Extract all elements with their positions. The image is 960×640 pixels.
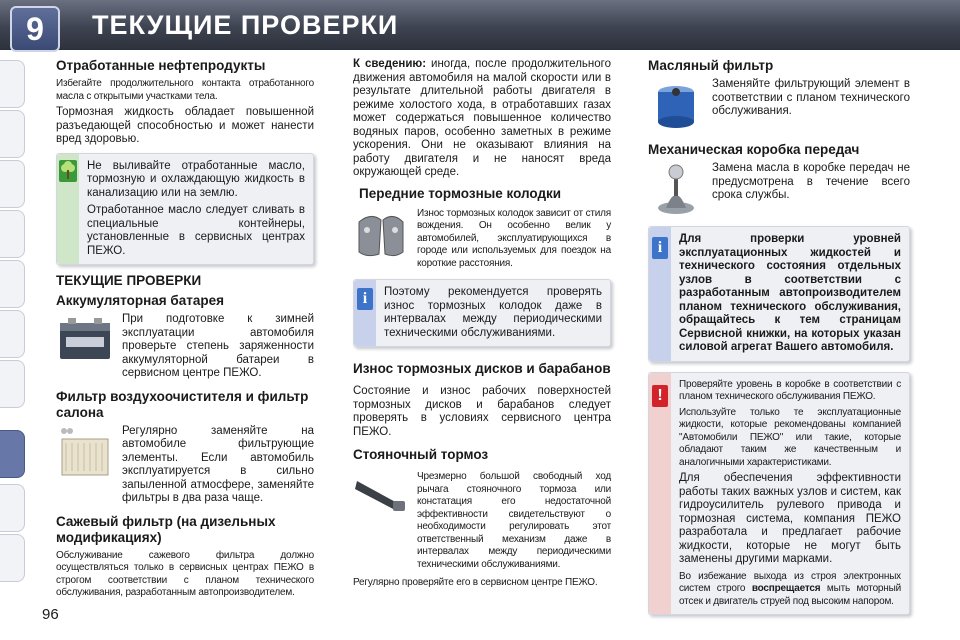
note-paragraph [353, 58, 611, 180]
eco-note-box [56, 153, 314, 266]
heading-brake-discs: Износ тормозных дисков и барабанов [353, 361, 611, 376]
info-icon: i [652, 237, 668, 259]
heading-particle-filter: Сажевый фильтр (на дизельных модификациях) [56, 513, 276, 545]
air-filter-text: Регулярно заменяйте на автомобиле фильтрующие элементы. Если автомобиль эксплуатируется в сильно запыленной атмосфере, заменяйте фильтры в два раза чаще. [122, 424, 314, 504]
info-icon: i [357, 288, 373, 310]
air-filter-icon [56, 425, 114, 485]
warning-text-3: Для обеспечения эффективности работы таких важных узлов и систем, как гидроусилитель рулевого привода и тормозная система, компания ПЕЖО разработала и предлагает рабочие жидкости, которые не могут быть заменены другими марками. [679, 472, 901, 565]
heading-oil-filter: Масляный фильтр [648, 58, 774, 73]
note-text: иногда, после продолжительного движения автомобиля на малой скорости или в результате длительной работы двигателя в режиме холостого хода, в отработавших газах может содержаться повышенное количество водяных паров, особенно заметных в режиме ускорения. Они не оказывают влияния на работу двигателя и не наносят вреда окружающей среде. [353, 58, 611, 178]
column-middle [353, 58, 611, 593]
chapter-number-badge: 9 [10, 6, 60, 52]
warning-text-1: Проверяйте уровень в коробке в соответствии с планом технического обслуживания ПЕЖО. [679, 378, 901, 402]
air-filter-block [56, 425, 314, 510]
brake-pads-icon [353, 208, 409, 264]
chapter-tab[interactable] [0, 360, 25, 408]
warning-icon: ! [652, 385, 668, 407]
used-oil-text-1: Избегайте продолжительного контакта отработанного масла с открытыми участками тела. [56, 78, 314, 102]
column-right [648, 58, 910, 615]
parking-brake-block [353, 471, 611, 574]
heading-gearbox: Механическая коробка передач [648, 142, 860, 157]
chapter-tab[interactable] [0, 210, 25, 258]
chapter-tab[interactable] [0, 310, 25, 358]
chapter-tab[interactable] [0, 160, 25, 208]
gearbox-block [648, 162, 910, 216]
parking-brake-text-1: Чрезмерно большой свободный ход рычага стояночного тормоза или констатация его недостаточной эффективности свидетельствуют о необходимости регулировать этот ответственный механизм даже в интервалах между периодическими техническими обслуживаниями. [417, 471, 611, 570]
heading-brake-pads: Передние тормозные колодки [359, 185, 562, 201]
oil-filter-block [648, 78, 910, 132]
chapter-tab[interactable] [0, 60, 25, 108]
brake-pads-info-text: Поэтому рекомендуется проверять износ тормозных колодок даже в интервалах между периодическими техническими обслуживаниями. [384, 286, 602, 339]
heading-battery: Аккумуляторная батарея [56, 293, 224, 308]
chapter-tab[interactable] [0, 534, 25, 582]
service-info-text: Для проверки уровней эксплуатационных жидкостей и технического состояния отдельных узлов в соответствии с разработанным автопроизводителем планом технического обслуживания, обращайтесь к тем страницам Сервисной книжки, на которых указан силовой агрегат Вашего автомобиля. [679, 233, 901, 353]
chapter-tabs [0, 52, 26, 612]
warning-text-4a: Во избежание выхода из строя электронных систем строго [679, 570, 901, 594]
warning-strip [649, 373, 671, 615]
page-number: 96 [42, 606, 59, 623]
service-info-box [648, 226, 910, 362]
warning-box [648, 372, 910, 616]
eco-note-text-2: Отработанное масло следует сливать в специальные контейнеры, установленные в сервисных центрах ПЕЖО. [87, 204, 305, 257]
page-header [0, 0, 960, 50]
battery-block [56, 313, 314, 385]
used-oil-text-2: Тормозная жидкость обладает повышенной разъедающей способностью и может нанести вред здоровью. [56, 106, 314, 145]
particle-filter-text: Обслуживание сажевого фильтра должно осуществляться только в сервисных центрах ПЕЖО в строгом соответствии с планом технического обслуживания, разработанным автопроизводителем. [56, 549, 314, 598]
heading-air-filter: Фильтр воздухоочистителя и фильтр салона [56, 388, 309, 420]
gear-lever-icon [648, 162, 704, 216]
column-left [56, 58, 314, 603]
chapter-tab-active[interactable] [0, 430, 25, 478]
warning-text-4-bold: воспрещается [751, 583, 821, 594]
oil-filter-text: Заменяйте фильтрующий элемент в соответствии с планом технического обслуживания. [712, 78, 910, 117]
parking-brake-text-2: Регулярно проверяйте его в сервисном центре ПЕЖО. [353, 577, 598, 588]
parking-brake-lever-icon [353, 471, 409, 517]
warning-text-4 [679, 571, 901, 609]
gearbox-text: Замена масла в коробке передач не предусмотрена в течение всего срока службы. [712, 162, 910, 201]
chapter-tab[interactable] [0, 110, 25, 158]
brake-pads-text: Износ тормозных колодок зависит от стиля вождения. Он особенно велик у автомобилей, эксплуатирующихся в городе или используемых для поездок на короткие расстояния. [417, 207, 611, 269]
heading-parking-brake: Стояночный тормоз [353, 447, 489, 462]
battery-icon [56, 313, 114, 363]
page-title: ТЕКУЩИЕ ПРОВЕРКИ [92, 10, 399, 40]
warning-text-4b: мыть моторный отсек и двигатель струей под высоким напором. [679, 583, 901, 607]
brake-pads-block [353, 208, 611, 274]
heading-used-oil: Отработанные нефтепродукты [56, 58, 266, 73]
eco-tree-icon [59, 160, 77, 182]
note-lead: К сведению: [353, 58, 427, 70]
eco-note-text-1: Не выливайте отработанные масло, тормозную и охлаждающую жидкость в канализацию или на землю. [87, 159, 305, 199]
heading-current-checks: ТЕКУЩИЕ ПРОВЕРКИ [56, 273, 202, 288]
battery-text: При подготовке к зимней эксплуатации автомобиля проверьте степень заряженности аккумуляторной батареи в сервисном центре ПЕЖО. [122, 313, 314, 379]
warning-text-2: Используйте только те эксплуатационные жидкости, которые рекомендованы компанией "Автомобили ПЕЖО" или такие, которые обладают таким же качественным и аналогичными характеристиками. [679, 406, 901, 468]
oil-filter-icon [648, 78, 704, 132]
brake-discs-text: Состояние и износ рабочих поверхностей тормозных дисков и барабанов следует проверять в условиях сервисного центра ПЕЖО. [353, 385, 611, 438]
chapter-tab[interactable] [0, 260, 25, 308]
brake-pads-info-box [353, 279, 611, 347]
chapter-tab[interactable] [0, 484, 25, 532]
